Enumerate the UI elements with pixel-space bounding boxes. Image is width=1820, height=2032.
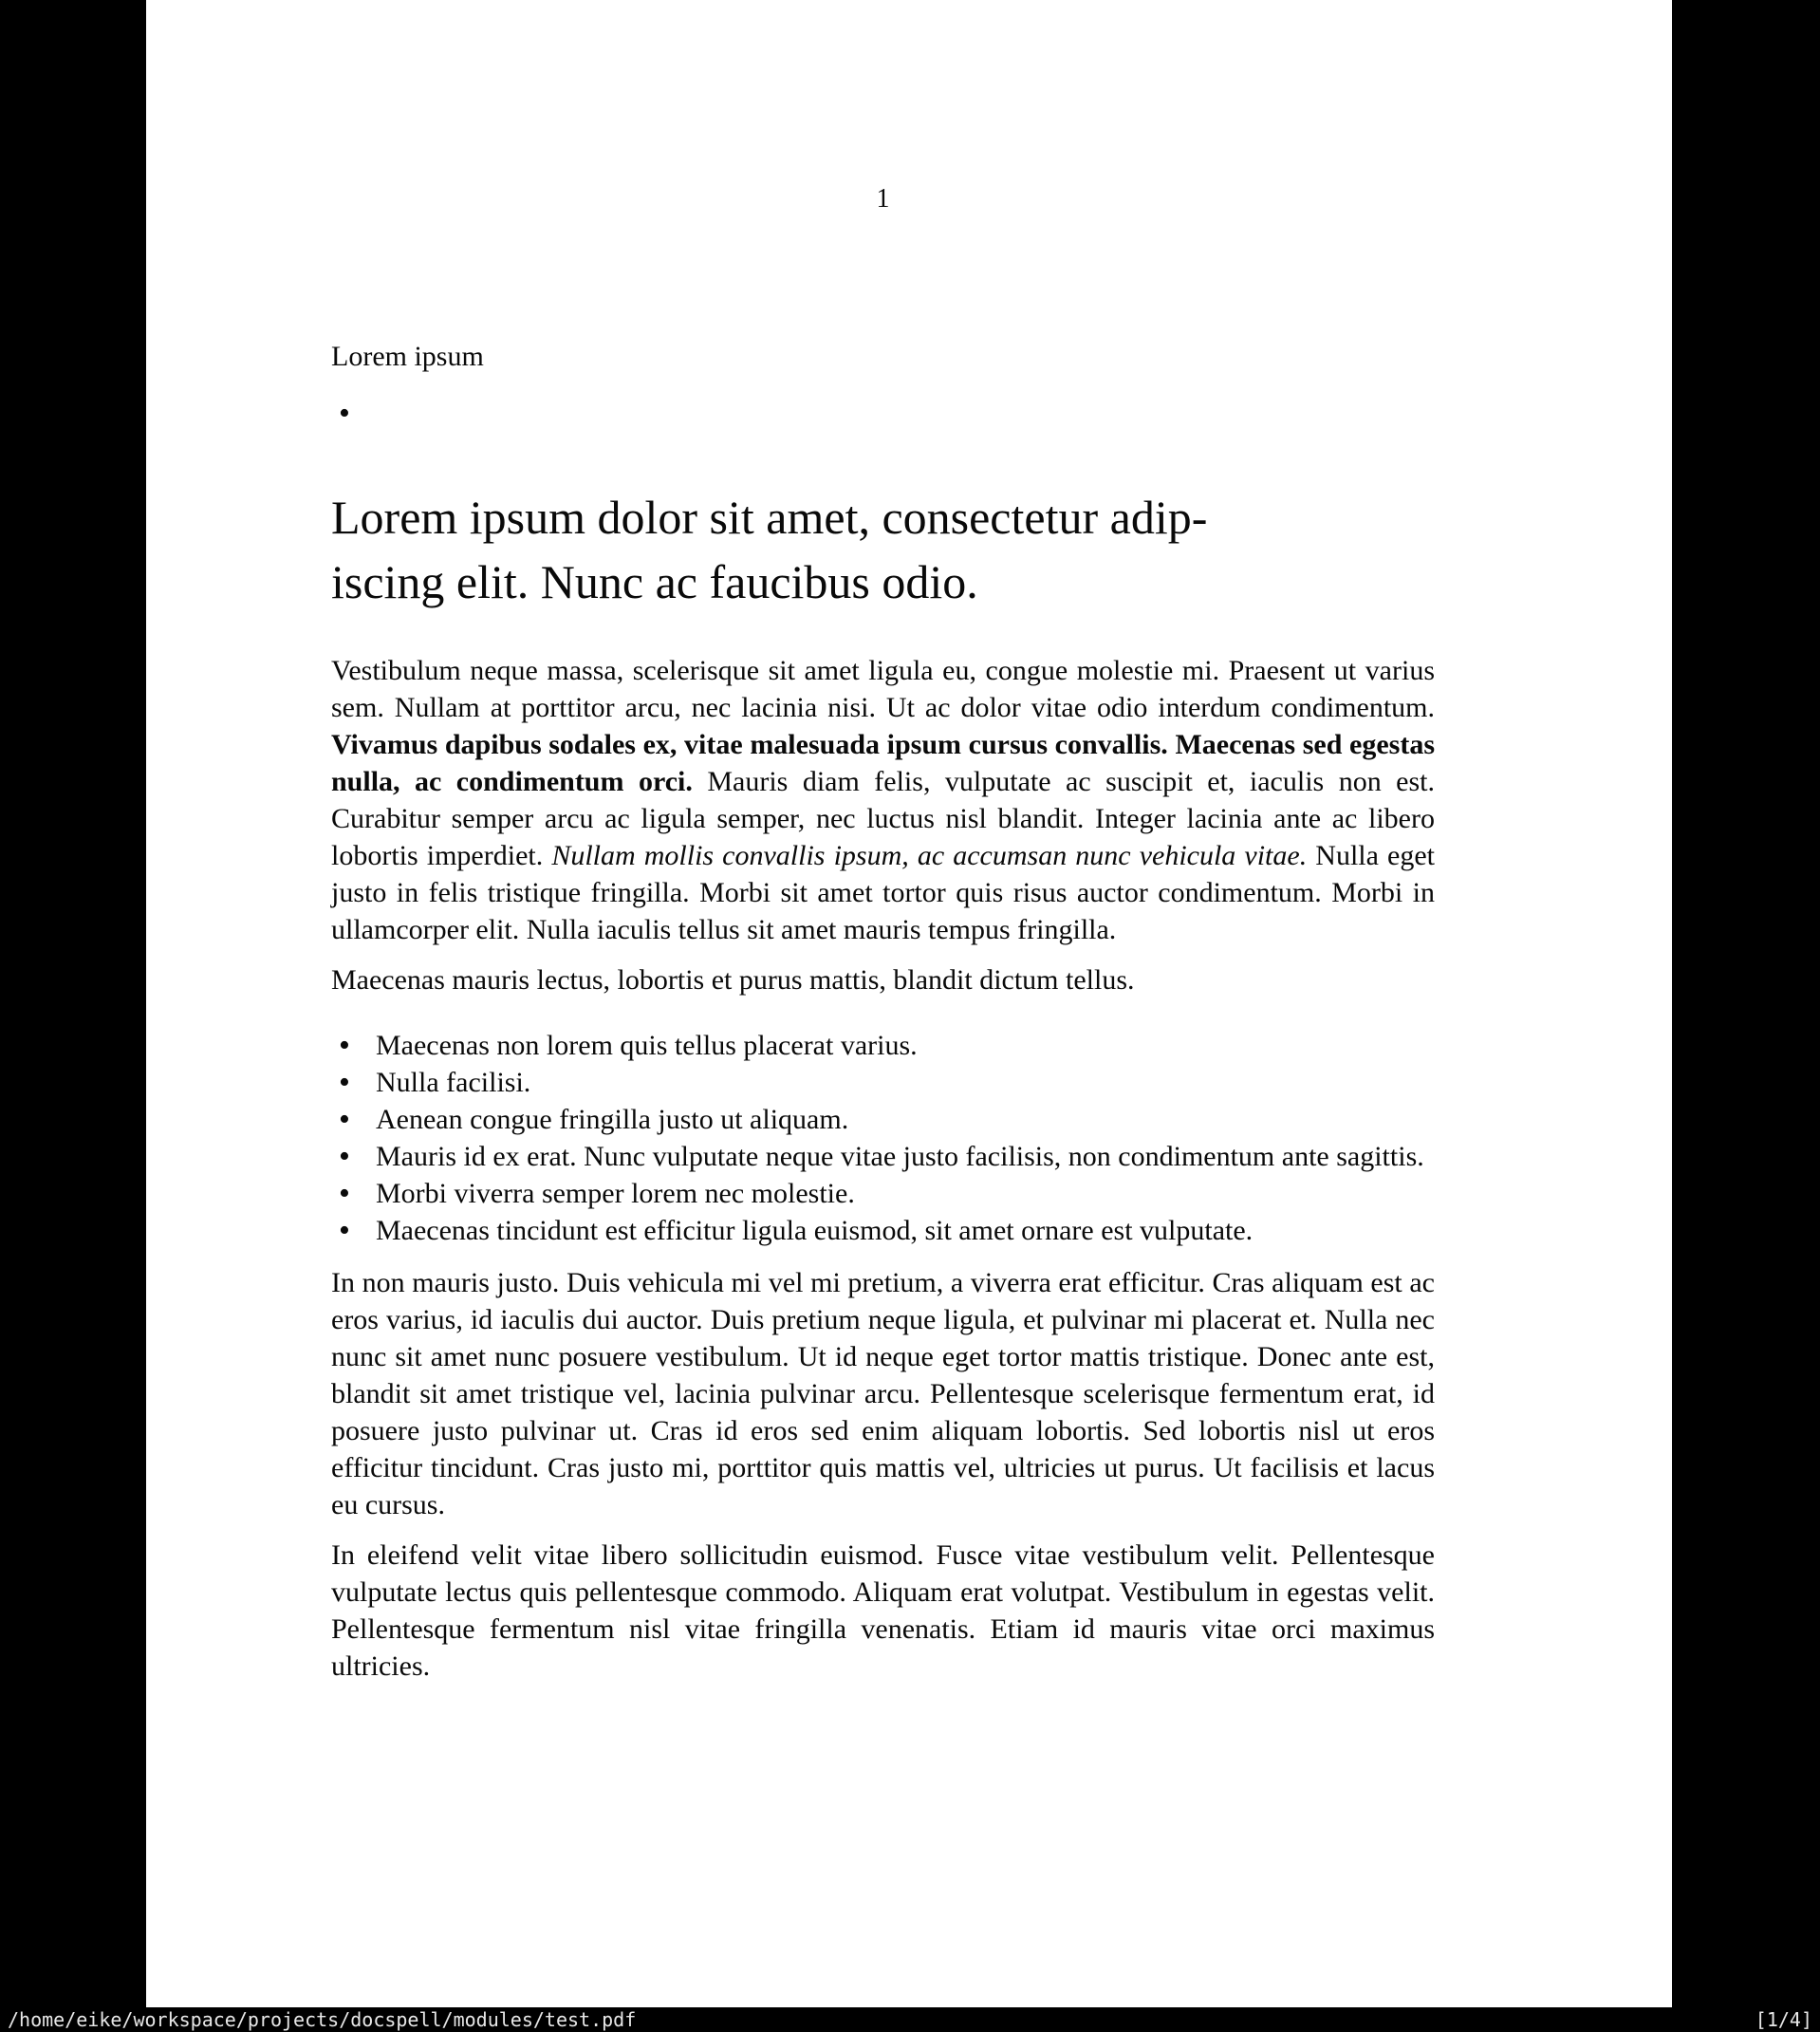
bullet-list <box>331 1027 1435 1249</box>
page-content <box>146 180 1672 1685</box>
empty-bullet-list <box>331 395 1435 432</box>
body-paragraph-4: In eleifend velit vitae libero sollicitudin euismod. Fusce vitae vestibulum velit. Pellentesque vulputate lectus quis pellentesque commodo. Aliquam erat volutpat. Vestibulum in egestas velit. Pellentesque fermentum nisl vitae fringilla venenatis. Etiam id mauris vitae orci maximus ultricies. <box>331 1539 1435 1682</box>
list-item: • Nulla facilisi. <box>331 1064 1435 1101</box>
text-segment-bold: Vivamus dapibus sodales ex, vitae malesuada ipsum cursus convallis. Maecenas sed egestas nulla, ac condimentum orci. <box>331 729 1435 797</box>
text-segment-italic: Nullam mollis convallis ipsum, ac accumsan nunc vehicula vitae. <box>551 840 1308 871</box>
intro-text: Lorem ipsum <box>331 341 484 372</box>
body-paragraph-1 <box>331 652 1435 948</box>
list-item: • Aenean congue fringilla justo ut aliquam. <box>331 1101 1435 1138</box>
text-segment-normal: Nulla eget justo in felis tristique fringilla. Morbi sit amet tortor quis risus auctor condimentum. Morbi in ullamcorper elit. Nulla iaculis tellus sit amet mauris tempus fringilla. <box>331 840 1435 945</box>
heading-line-2: iscing elit. Nunc ac faucibus odio. <box>331 555 978 608</box>
list-item: • Morbi viverra semper lorem nec molestie. <box>331 1175 1435 1212</box>
empty-bullet-item <box>331 395 1435 432</box>
heading-line-1: Lorem ipsum dolor sit amet, consectetur adip- <box>331 491 1208 544</box>
status-bar <box>0 2007 1820 2032</box>
document-heading <box>331 485 1435 614</box>
file-path: /home/eike/workspace/projects/docspell/modules/test.pdf <box>8 2008 637 2031</box>
list-item: • Mauris id ex erat. Nunc vulputate neque vitae justo facilisis, non condimentum ante sagittis. <box>331 1138 1435 1175</box>
list-item: • Maecenas tincidunt est efficitur ligula euismod, sit amet ornare est vulputate. <box>331 1212 1435 1249</box>
document-page[interactable] <box>146 0 1672 2007</box>
body-paragraph-3: In non mauris justo. Duis vehicula mi vel mi pretium, a viverra erat efficitur. Cras aliquam est ac eros varius, id iaculis dui auctor. Duis pretium neque ligula, et pulvinar mi placerat et. Nulla nec nunc sit amet nunc posuere vestibulum. Ut id neque eget tortor mattis tristique. Donec ante est, blandit sit amet tristique vel, lacinia pulvinar arcu. Pellentesque scelerisque fermentum erat, id posuere justo pulvinar ut. Cras id eros sed enim aliquam lobortis. Sed lobortis nisl ut eros efficitur tincidunt. Cras justo mi, porttitor quis mattis vel, ultricies ut purus. Ut facilisis et lacus eu cursus. <box>331 1267 1435 1520</box>
page-number: 1 <box>876 184 890 214</box>
page-indicator: [1/4] <box>1755 2008 1812 2031</box>
list-item: • Maecenas non lorem quis tellus placerat varius. <box>331 1027 1435 1064</box>
text-segment-normal: Mauris diam felis, vulputate ac suscipit et, iaculis non est. Curabitur semper arcu ac ligula semper, nec luctus nisl blandit. Integer lacinia ante ac libero lobortis imperdiet. <box>331 766 1435 871</box>
text-segment-normal: Vestibulum neque massa, scelerisque sit amet ligula eu, congue molestie mi. Praesent ut varius sem. Nullam at porttitor arcu, nec lacinia nisi. Ut ac dolor vitae odio interdum condimentum. <box>331 655 1435 723</box>
body-paragraph-2: Maecenas mauris lectus, lobortis et purus mattis, blandit dictum tellus. <box>331 964 1135 996</box>
